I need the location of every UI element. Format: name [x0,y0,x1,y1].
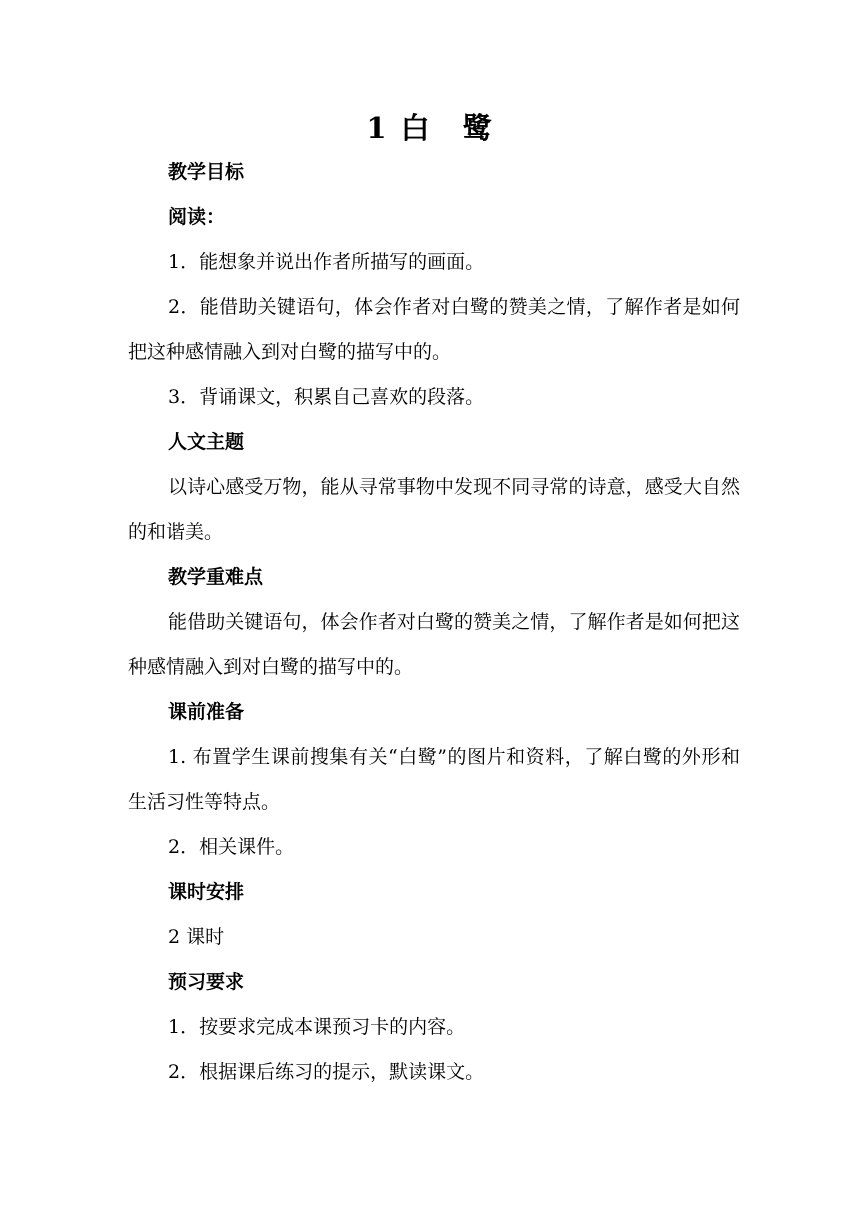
goal-item-1: 1．能想象并说出作者所描写的画面。 [168,251,485,273]
schedule-text: 2 课时 [168,926,225,948]
goal-item-2: 2．能借助关键语句，体会作者对白鹭的赞美之情，了解作者是如何把这种感情融入到对白鹭的描写中的。 [128,296,740,363]
preparation-item-2: 2．相关课件。 [168,836,295,858]
section-heading-key-points: 教学重难点 [168,566,264,588]
document-body [128,150,740,1095]
goal-item-3: 3．背诵课文，积累自己喜欢的段落。 [168,386,485,408]
section-heading-preparation: 课前准备 [168,701,245,723]
preview-item-1: 1．按要求完成本课预习卡的内容。 [168,1016,466,1038]
section-heading-preview: 预习要求 [168,971,245,993]
subheading-reading: 阅读： [168,206,226,228]
document-title: 1 白 鹭 [366,111,494,145]
section-heading-schedule: 课时安排 [168,881,245,903]
key-points-text: 能借助关键语句，体会作者对白鹭的赞美之情，了解作者是如何把这种感情融入到对白鹭的描写中的。 [128,611,740,678]
section-heading-goals: 教学目标 [168,161,245,183]
theme-text: 以诗心感受万物，能从寻常事物中发现不同寻常的诗意，感受大自然的和谐美。 [128,476,740,543]
preview-item-2: 2．根据课后练习的提示，默读课文。 [168,1061,485,1083]
section-heading-theme: 人文主题 [168,431,245,453]
preparation-item-1: 1. 布置学生课前搜集有关“白鹭”的图片和资料，了解白鹭的外形和生活习性等特点。 [128,746,740,813]
